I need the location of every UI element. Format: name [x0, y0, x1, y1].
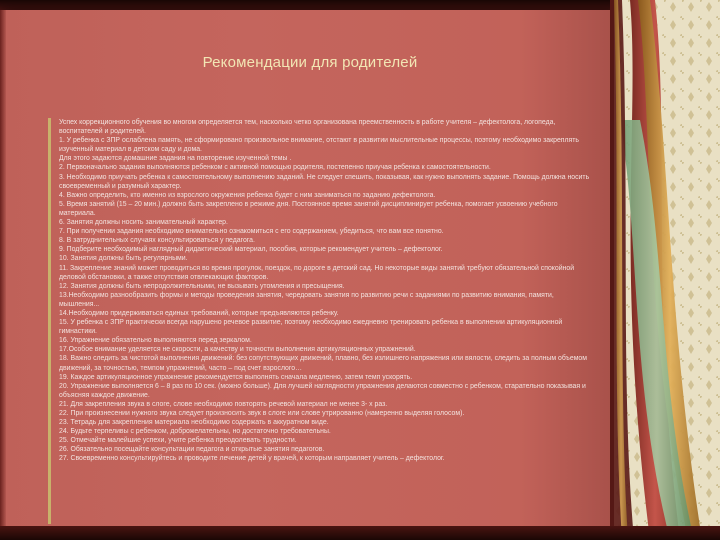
paragraph: 20. Упражнение выполняется 6 – 8 раз по 10 сек. (можно больше). Для лучшей наглядности упражнения делаются совместно с ребенком, старательно показывая и объясняя каждое движение. — [59, 382, 586, 399]
paragraph: 1. У ребенка с ЗПР ослаблена память, не сформировано произвольное внимание, отстают в развитии мыслительные процессы, поэтому необходимо закреплять изученный материал в детском саду и дома. — [59, 137, 580, 154]
paragraph: 5. Время занятий (15 – 20 мин.) должно быть закреплено в режиме дня. Постоянное время занятий дисциплинирует ребенка, помогает усвоению учебного материала. — [59, 200, 558, 217]
slide-title: Рекомендации для родителей — [202, 54, 418, 71]
paragraph: 9. Подберите необходимый наглядный дидактический материал, пособия, которые рекомендует учитель – дефектолог. — [59, 246, 443, 254]
paragraph: 11. Закрепление знаний может проводиться во время прогулок, поездок, по дороге в детский сад. Но некоторые виды занятий требуют обязательной спокойной деловой обстановки, а также отсутствия отвлекающих факторов. — [59, 264, 575, 281]
decorative-ornament-panel — [610, 0, 720, 540]
recommendations-text — [59, 118, 591, 464]
paragraph: 25. Отмечайте малейшие успехи, учите ребенка преодолевать трудности. — [59, 437, 297, 445]
paragraph: 4. Важно определить, кто именно из взрослого окружения ребенка будет с ним заниматься по заданию дефектолога. — [59, 191, 436, 199]
slide-left-edge — [0, 10, 6, 528]
paragraph: 19. Каждое артикуляционное упражнение рекомендуется выполнять сначала медленно, затем темп ускорять. — [59, 373, 413, 381]
paragraph: 24. Будьте терпеливы с ребенком, доброжелательны, но достаточно требовательны. — [59, 428, 331, 436]
paragraph: 6. Занятия должны носить занимательный характер. — [59, 219, 228, 227]
paragraph: 27. Своевременно консультируйтесь и проводите лечение детей у врачей, к которым направляет учитель – дефектолог. — [59, 455, 445, 463]
paragraph: 21. Для закрепления звука в слоге, слове необходимо повторять речевой материал не менее 3- х раз. — [59, 400, 388, 408]
bottom-dark-border — [0, 526, 720, 540]
paragraph: Для этого задаются домашние задания на повторение изученной темы . — [59, 155, 292, 163]
paragraph: 22. При произнесении нужного звука следует произносить звук в слоге или слове утрированно (намеренно выделяя голосом). — [59, 410, 465, 417]
paragraph: 8. В затруднительных случаях консультироваться у педагога. — [59, 237, 255, 245]
paragraph: 13.Необходимо разнообразить формы и методы проведения занятия, чередовать занятия по развитию речи с заданиями по развитию внимания, памяти, мышления... — [59, 291, 554, 308]
paragraph: 3. Необходимо приучать ребенка к самостоятельному выполнению заданий. Не следует спешить, показывая, как нужно выполнять задание. Помощь должна носить своевременный и разумный характер. — [59, 173, 590, 190]
paragraph: 7. При получении задания необходимо внимательно ознакомиться с его содержанием, убедиться, что вам все понятно. — [59, 228, 444, 236]
decorative-ribbons-graphic — [610, 0, 720, 540]
paragraph: 17.Особое внимание уделяется не скорости, а качеству и точности выполнения артикуляционных упражнений. — [59, 346, 416, 354]
paragraph: 16. Упражнение обязательно выполняются перед зеркалом. — [59, 337, 252, 345]
paragraph: Успех коррекционного обучения во многом определяется тем, насколько четко организована преемственность в работе учителя – дефектолога, логопеда, воспитателей и родителей. — [59, 119, 556, 136]
paragraph: 26. Обязательно посещайте консультации педагога и открытые занятия педагогов. — [59, 446, 325, 454]
paragraph: 2. Первоначально задания выполняются ребенком с активной помощью родителя, постепенно приучая ребенка к самостоятельности. — [59, 164, 491, 172]
content-area — [48, 118, 595, 524]
paragraph: 23. Тетрадь для закрепления материала необходимо содержать в аккуратном виде. — [59, 419, 329, 427]
paragraph: 15. У ребенка с ЗПР практически всегда нарушено речевое развитие, поэтому необходимо ежедневно тренировать ребенка в выполнении артикуляционной гимнастики. — [59, 319, 563, 336]
paragraph: 14.Необходимо придерживаться единых требований, которые предъявляются ребенку. — [59, 309, 339, 317]
paragraph: 12. Занятия должны быть непродолжительными, не вызывать утомления и пресыщения. — [59, 282, 345, 290]
paragraph: 18. Важно следить за чистотой выполнения движений: без сопутствующих движений, плавно, без излишнего напряжения или вялости, следить за полным объемом движений, за точностью, темпом упражнений, часто – под счет взрослого… — [59, 355, 587, 372]
paragraph: 10. Занятия должны быть регулярными. — [59, 255, 188, 263]
